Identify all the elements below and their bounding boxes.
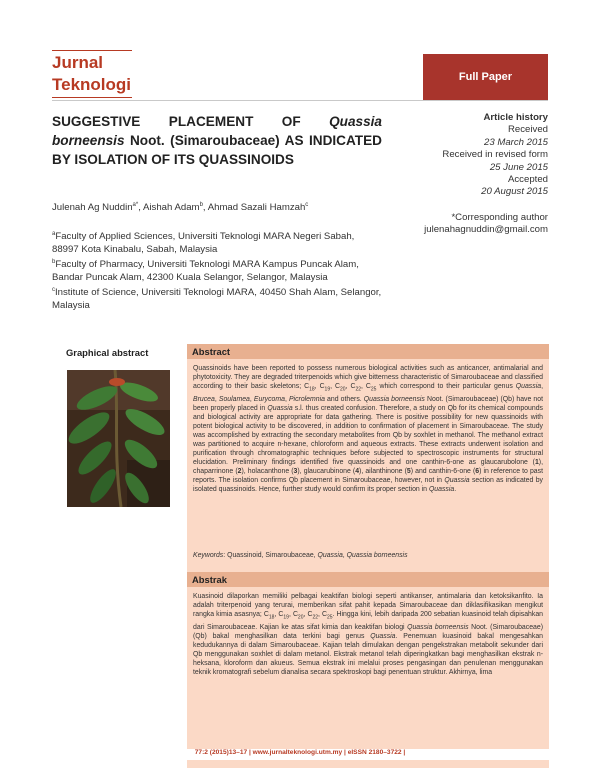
affiliation-a-text: Faculty of Applied Sciences, Universiti Teknologi MARA Negeri Sabah, 88997 Kota Kinabalu, Sabah, Malaysia [52, 231, 355, 255]
abk-species: Quassia borneensis [407, 623, 469, 631]
abstrak-section [187, 572, 549, 768]
abs-genus: Quassia [515, 383, 542, 391]
abs-t: ), glaucarubinone ( [297, 467, 356, 475]
title-text-1: SUGGESTIVE PLACEMENT OF [52, 114, 330, 129]
abs-t: ) in reference to past reports. The isolation confirms Qb placement in Simaroubaceae, however, not in [193, 467, 544, 484]
abs-num: 4 [355, 467, 360, 475]
abk-t: , C [274, 611, 284, 619]
header-divider [52, 100, 548, 101]
page-footer: 77:2 (2015)13–17 | www.jurnalteknologi.utm.my | eISSN 2180–3722 | [0, 749, 600, 760]
affiliation-c-sup: c [52, 287, 55, 293]
journal-rule-bottom [52, 97, 132, 98]
abk-sub: 18 [268, 614, 275, 621]
title-species: Quassia borneensis [52, 114, 382, 148]
abs-sub: 19 [324, 386, 331, 393]
journal-rule-top [52, 50, 132, 51]
history-heading: Article history [483, 112, 548, 123]
abk-sub: 20 [297, 614, 304, 621]
corresponding-email[interactable]: julenahagnuddin@gmail.com [424, 224, 548, 236]
author-2-sup: b [199, 202, 203, 208]
abs-t: , C [314, 383, 325, 391]
received-date: 23 March 2015 [484, 136, 548, 148]
abs-t: Quassinoids have been reported to possess numerous biological activities such as anticancer, antimalarial and phytotoxicity. They are degraded triterpenoids which give bitterness characteristic of Simaroubaceae and classified according to their basic skeletons; C [193, 365, 543, 391]
affiliation-a-sup: a [52, 231, 56, 237]
abs-t: , C [361, 383, 371, 391]
plant-photo-drawing [67, 370, 170, 507]
author-1-sup: a* [132, 202, 139, 208]
abs-num: 2 [237, 467, 242, 475]
abs-t: , C [330, 383, 340, 391]
abs-sub: 18 [309, 386, 315, 393]
abk-t: . Hingga kini, lebih daripada 200 sebatian kuasinoid telah dipisahkan dari Simaroubaceae. Kajian ke atas sifat kimia dan keaktifan biologi [193, 611, 543, 631]
abk-t: . Penemuan kuasinoid bakal mengesahkan kedudukannya di dalam Simaroubaceae. Kajian telah dimulakan dengan pengekstrakan metabolit sekunder dari Qb menggunakan soxhlet di dalam metanol. Ekstrak metanol telah diperingkatkan bagi menghasilkan ekstrak n-heksana, kloroform dan akueus. Semua ekstrak ini melalui proses pengasingan dan penulenan menggunakan teknik kromatografi sebelum dianalisa secara spektroskopi bagi penentuan struktur. Akhirnya, lima [193, 632, 543, 676]
affiliation-b-sup: b [52, 259, 56, 265]
abs-genus: Quassia [428, 485, 455, 493]
abs-t: s.l. thus created confusion. Therefore, a study on Qb for its chemical compounds and biological activity are appropriate for data gathering. There is positive possibility for new quassinoids with potent biological activity to be discovered, in addition to confirmation of placement in Simaroubaceae. The study was accomplished by extracting the secondary metabolites from Qb by soxhlet in methanol. The methanol extract was partitioned to acquire n-hexane, chloroform and aqueous extracts. These extracts underwent isolation and purification through chromatographic techniques before subjected to spectroscopic instruments for structural elucidation. Preliminary findings identified five quassinoids and one canthin-6-one as glaucarubolone ( [193, 404, 543, 466]
abs-t: , C [345, 383, 356, 391]
abs-genus: Soulamea [218, 395, 250, 403]
accepted-date: 20 August 2015 [481, 186, 548, 198]
abs-t: ) and canthin-6-one ( [410, 467, 476, 475]
abs-genus: Eurycoma [253, 395, 285, 403]
paper-title [52, 112, 382, 169]
keywords-genus: Quassia [317, 552, 343, 559]
abstract-text [187, 359, 549, 494]
author-1: Julenah Ag Nuddin [52, 202, 133, 214]
abk-sub: 19 [283, 614, 289, 621]
revised-date: 25 June 2015 [489, 161, 548, 173]
abk-sub: 22 [312, 614, 318, 621]
author-3: , Ahmad Sazali Hamzah [202, 202, 306, 214]
abk-genus: Quassia [370, 632, 396, 640]
abs-sub: 22 [355, 386, 362, 393]
abs-t: , [214, 395, 219, 403]
abs-num: 1 [534, 458, 539, 466]
journal-logo [52, 52, 131, 96]
keywords-species: Quassia borneensis [346, 552, 408, 559]
abs-genus: Quassia borneensis [363, 395, 425, 403]
author-list [52, 202, 308, 213]
affiliation-c-text: Institute of Science, Universiti Teknologi MARA, 40450 Shah Alam, Selangor, Malaysia [52, 287, 382, 311]
journal-name-line2: Teknologi [52, 75, 132, 94]
corresponding-author [424, 212, 548, 237]
abstrak-text [187, 587, 549, 677]
journal-name-line1: Jurnal [52, 53, 104, 72]
abs-t: , [541, 383, 543, 391]
title-text-2: Noot. (Simaroubaceae) AS INDICATED BY ISOLATION OF ITS QUASSINOIDS [52, 133, 382, 167]
affiliation-b [52, 256, 382, 284]
abs-t: section as indicated by isolated quassinoids. Hence, further study would confirm its proper section in [193, 476, 543, 493]
abs-t: ), holacanthone ( [241, 467, 294, 475]
revised-label: Received in revised form [442, 149, 548, 161]
abs-t: ), chaparrinone ( [193, 458, 543, 475]
abs-t: ), ailanthinone ( [359, 467, 407, 475]
abs-t: and others. [324, 395, 364, 403]
abs-num: 3 [293, 467, 298, 475]
graphical-abstract-heading: Graphical abstract [66, 347, 149, 358]
affiliation-b-text: Faculty of Pharmacy, Universiti Teknologi MARA Kampus Puncak Alam, Bandar Puncak Alam, 42300 Kuala Selangor, Selangor, Malaysia [52, 259, 359, 283]
abs-sub: 20 [340, 386, 346, 393]
keywords [193, 552, 408, 559]
abs-num: 6 [475, 467, 480, 475]
abs-t: which correspond to their particular genus [376, 383, 516, 391]
abs-sub: 25 [370, 386, 377, 393]
abs-genus: Quassia [267, 404, 293, 412]
abs-t: Noot. (Simaroubaceae) (Qb) have not been properly placed in [193, 395, 543, 412]
abstract-heading: Abstract [187, 344, 549, 359]
keywords-text: : Quassinoid, Simaroubaceae, [223, 552, 318, 559]
article-history [442, 112, 548, 199]
abk-t: Kuasinoid dilaporkan memiliki pelbagai keaktifan biologi seperti antikanser, antimalaria dan ketoksikanfito. Ia adalah triterpenoid yang terurai, memberikan sifat pahit kepada Simaroubaceae dan diklasifikasikan mengikut rangka kimia asasnya; C [193, 593, 543, 619]
affiliations [52, 228, 382, 312]
author-3-sup: c [305, 202, 309, 208]
abk-t: , C [303, 611, 313, 619]
abs-t: . [454, 485, 457, 493]
abs-t: , [284, 395, 289, 403]
abk-sub: 25 [326, 614, 333, 621]
author-2: , Aishah Adam [138, 202, 200, 214]
abstrak-heading: Abstrak [187, 572, 549, 587]
abk-t: , C [318, 611, 327, 619]
article-type-badge: Full Paper [423, 54, 548, 100]
abstract-section [187, 344, 549, 580]
abk-t: Noot. (Simaroubaceae) (Qb) bakal menghasilkan data terkini bagi genus [193, 623, 544, 640]
keywords-text: , [342, 552, 347, 559]
corresponding-label: *Corresponding author [451, 212, 548, 223]
abs-t: , [249, 395, 254, 403]
abs-num: 5 [406, 467, 411, 475]
keywords-label: Keywords [193, 552, 224, 559]
abs-genus: Quassia [444, 476, 470, 484]
abk-t: , C [288, 611, 298, 619]
abs-genus: Brucea [193, 395, 215, 403]
received-label: Received [508, 124, 548, 136]
accepted-label: Accepted [507, 174, 548, 186]
affiliation-a [52, 228, 382, 256]
affiliation-c [52, 284, 382, 312]
abs-genus: Picrolemnia [288, 395, 325, 403]
plant-photo [67, 370, 170, 507]
